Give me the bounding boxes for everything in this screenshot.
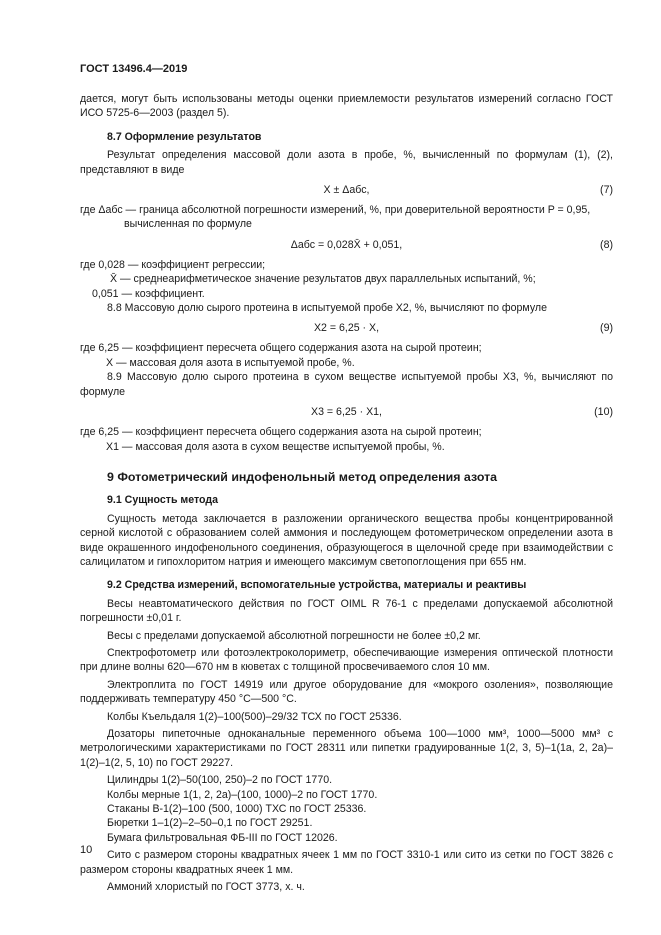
section-9-1-heading: 9.1 Сущность метода <box>107 494 219 507</box>
where-delta-cont: вычисленная по формуле <box>124 218 252 231</box>
list-item: Цилиндры 1(2)–50(100, 250)–2 по ГОСТ 1770. <box>107 774 333 787</box>
where-xbar: X̄ — среднеарифметическое значение результатов двух параллельных испытаний, %; <box>110 273 536 286</box>
where-x: X — массовая доля азота в испытуемой пробе, %. <box>106 356 355 369</box>
page-content <box>80 92 613 894</box>
formula-8 <box>80 238 613 252</box>
list-item: Весы с пределами допускаемой абсолютной погрешности не более ±0,2 мг. <box>107 629 481 642</box>
formula-10 <box>80 405 613 419</box>
list-item: Дозаторы пипеточные одноканальные переменного объема 100—1000 мм³, 1000—5000 мм³ с метрологическими характеристиками по ГОСТ 28311 или пипетки градуированные 1(2, 3, 5)–1(1а, 2, 2а)–1(2)–1(2, 5, 10) по ГОСТ 29227. <box>80 728 613 769</box>
list-item: Бюретки 1–1(2)–2–50–0,1 по ГОСТ 29251. <box>107 817 313 830</box>
section-9-heading: 9 Фотометрический индофенольный метод определения азота <box>107 469 498 484</box>
formula-9-expr: X2 = 6,25 · X, <box>313 322 380 335</box>
section-8-7-text: Результат определения массовой доли азота в пробе, %, вычисленный по формулам (1), (2), представляют в виде <box>80 149 613 176</box>
formula-8-expr: Δабс = 0,028X̄ + 0,051, <box>290 238 403 251</box>
equipment-list <box>80 597 613 895</box>
formula-10-number: (10) <box>594 406 613 419</box>
where-625-b: где 6,25 — коэффициент пересчета общего содержания азота на сырой протеин; <box>80 426 482 439</box>
where-x1: X1 — массовая доля азота в сухом веществе испытуемой пробы, %. <box>106 440 445 453</box>
section-9-1-text: Сущность метода заключается в разложении органического вещества пробы концентрированной серной кислотой с образованием солей аммония и последующем фотометрическом определении азота в виде окрашенного индофенольного соединения, образующегося в щелочной среде при взаимодействии с салицилатом и гипохлоритом натрия и имеющего максимум светопоглощения при 655 нм. <box>80 512 613 568</box>
formula-9-number: (9) <box>600 322 613 335</box>
list-item: Стаканы В-1(2)–100 (500, 1000) ТХС по ГОСТ 25336. <box>107 803 367 816</box>
formula-10-expr: X3 = 6,25 · X1, <box>311 406 382 419</box>
formula-7 <box>80 183 613 197</box>
where-0028: где 0,028 — коэффициент регрессии; <box>80 258 266 271</box>
where-625-a: где 6,25 — коэффициент пересчета общего содержания азота на сырой протеин; <box>80 342 482 355</box>
section-9-2-heading: 9.2 Средства измерений, вспомогательные устройства, материалы и реактивы <box>107 579 527 592</box>
where-delta: где Δабс — граница абсолютной погрешности измерений, %, при доверительной вероятности P = 0,95, <box>80 204 591 217</box>
document-header: ГОСТ 13496.4—2019 <box>80 63 188 75</box>
list-item: Колбы Къельдаля 1(2)–100(500)–29/32 ТСХ по ГОСТ 25336. <box>107 710 402 723</box>
page-number: 10 <box>80 844 93 856</box>
section-8-7-heading: 8.7 Оформление результатов <box>107 130 262 143</box>
list-item: Весы неавтоматического действия по ГОСТ OIML R 76-1 с пределами допускаемой абсолютной погрешности ±0,01 г. <box>80 597 613 625</box>
list-item: Спектрофотометр или фотоэлектроколориметр, обеспечивающие измерения оптической плотности при длине волны 620—670 нм в кюветах с толщиной просвечиваемого слоя 10 мм. <box>80 646 613 674</box>
list-item: Колбы мерные 1(1, 2, 2а)–(100, 1000)–2 по ГОСТ 1770. <box>107 788 378 801</box>
formula-8-number: (8) <box>600 238 613 251</box>
formula-9 <box>80 321 613 335</box>
list-item: Аммоний хлористый по ГОСТ 3773, х. ч. <box>107 881 305 894</box>
intro-paragraph: дается, могут быть использованы методы оценки приемлемости результатов измерений согласно ГОСТ ИСО 5725-6—2003 (раздел 5). <box>80 93 613 120</box>
list-item: Бумага фильтровальная ФБ-III по ГОСТ 12026. <box>107 831 338 844</box>
where-0051: 0,051 — коэффициент. <box>92 287 205 300</box>
section-8-9-text: 8.9 Массовую долю сырого протеина в сухом веществе испытуемой пробы X3, %, вычисляют по формуле <box>80 371 613 398</box>
list-item: Электроплита по ГОСТ 14919 или другое оборудование для «мокрого озоления», позволяющие поддерживать температуру 450 °С—500 °С. <box>80 678 613 706</box>
section-8-8-text: 8.8 Массовую долю сырого протеина в испытуемой пробе X2, %, вычисляют по формуле <box>107 302 547 315</box>
list-item: Сито с размером стороны квадратных ячеек 1 мм по ГОСТ 3310-1 или сито из сетки по ГОСТ 3826 с размером стороны квадратных ячеек 1 мм. <box>80 849 613 876</box>
formula-7-number: (7) <box>600 184 613 197</box>
formula-7-expr: X ± Δабс, <box>323 184 370 197</box>
